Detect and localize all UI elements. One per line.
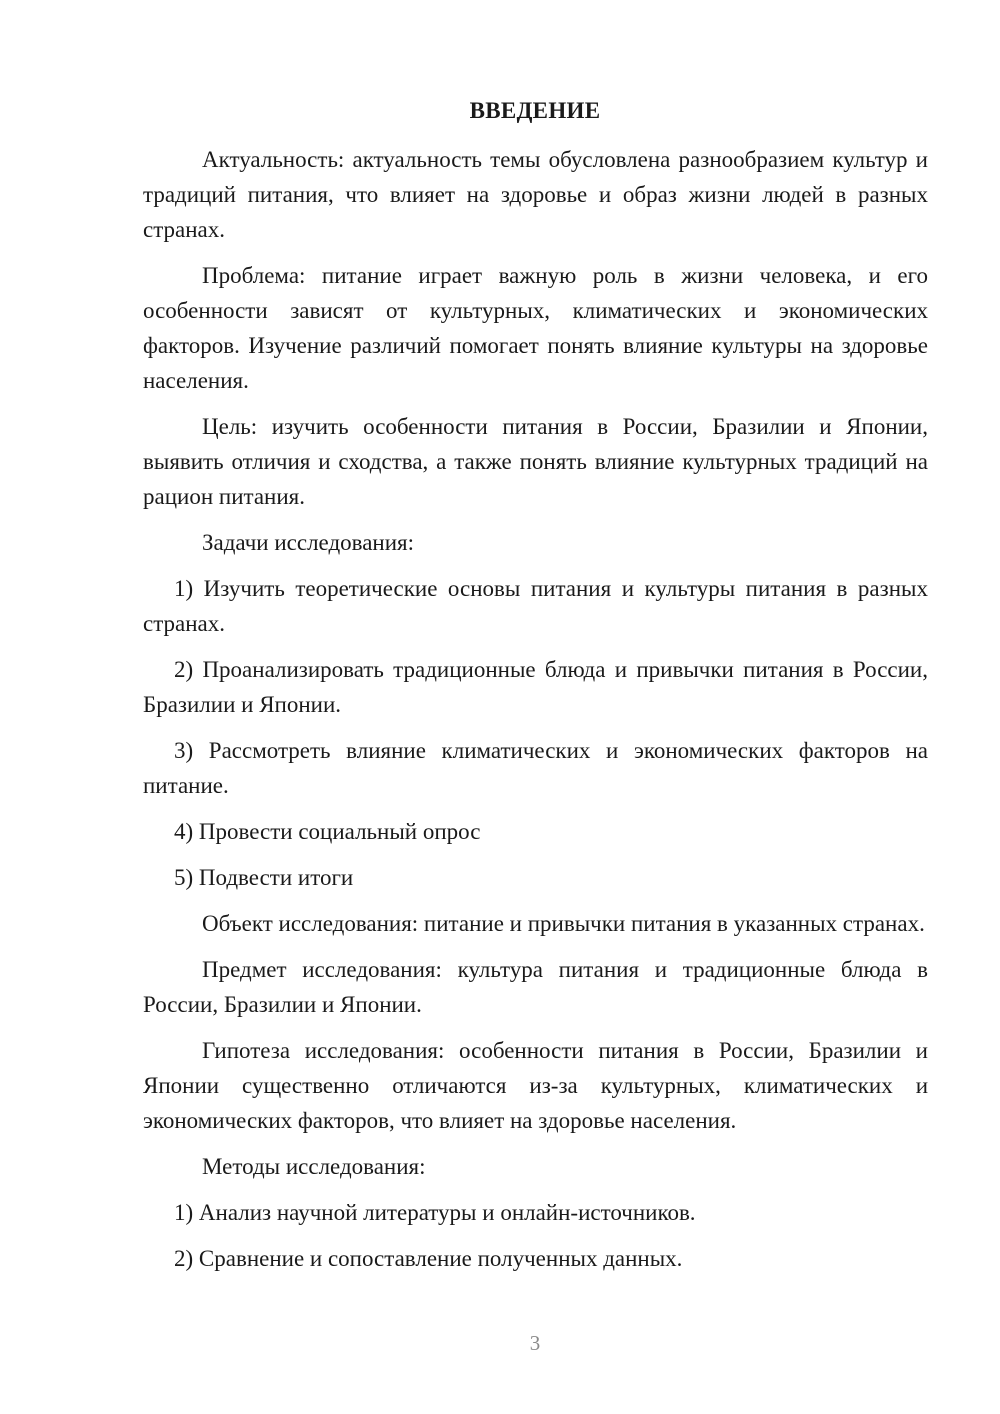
paragraph-object: Объект исследования: питание и привычки питания в указанных странах. bbox=[202, 911, 925, 936]
paragraph-problem: Проблема: питание играет важную роль в жизни человека, и его особенности зависят от культурных, климатических и экономических факторов. Изучение различий помогает понять влияние культуры на здоровье населения. bbox=[143, 263, 928, 393]
task-item-1: 1) Изучить теоретические основы питания и культуры питания в разных странах. bbox=[143, 576, 928, 636]
method-item-2: 2) Сравнение и сопоставление полученных данных. bbox=[174, 1246, 683, 1271]
method-item-1: 1) Анализ научной литературы и онлайн-источников. bbox=[174, 1200, 696, 1225]
task-item-4: 4) Провести социальный опрос bbox=[174, 819, 481, 844]
document-body bbox=[143, 142, 928, 1287]
task-item-5: 5) Подвести итоги bbox=[174, 865, 354, 890]
task-item-2: 2) Проанализировать традиционные блюда и привычки питания в России, Бразилии и Японии. bbox=[143, 657, 928, 717]
page-number: 3 bbox=[529, 1331, 541, 1355]
paragraph-subject: Предмет исследования: культура питания и традиционные блюда в России, Бразилии и Японии. bbox=[143, 957, 928, 1017]
paragraph-methods-heading: Методы исследования: bbox=[202, 1154, 426, 1179]
paragraph-goal: Цель: изучить особенности питания в России, Бразилии и Японии, выявить отличия и сходства, а также понять влияние культурных традиций на рацион питания. bbox=[143, 414, 928, 509]
paragraph-hypothesis: Гипотеза исследования: особенности питания в России, Бразилии и Японии существенно отличаются из-за культурных, климатических и экономических факторов, что влияет на здоровье населения. bbox=[143, 1038, 928, 1133]
task-item-3: 3) Рассмотреть влияние климатических и экономических факторов на питание. bbox=[143, 738, 928, 798]
paragraph-relevance: Актуальность: актуальность темы обусловлена разнообразием культур и традиций питания, что влияет на здоровье и образ жизни людей в разных странах. bbox=[143, 147, 928, 242]
section-heading: ВВЕДЕНИЕ bbox=[469, 98, 601, 123]
paragraph-tasks-heading: Задачи исследования: bbox=[202, 530, 415, 555]
